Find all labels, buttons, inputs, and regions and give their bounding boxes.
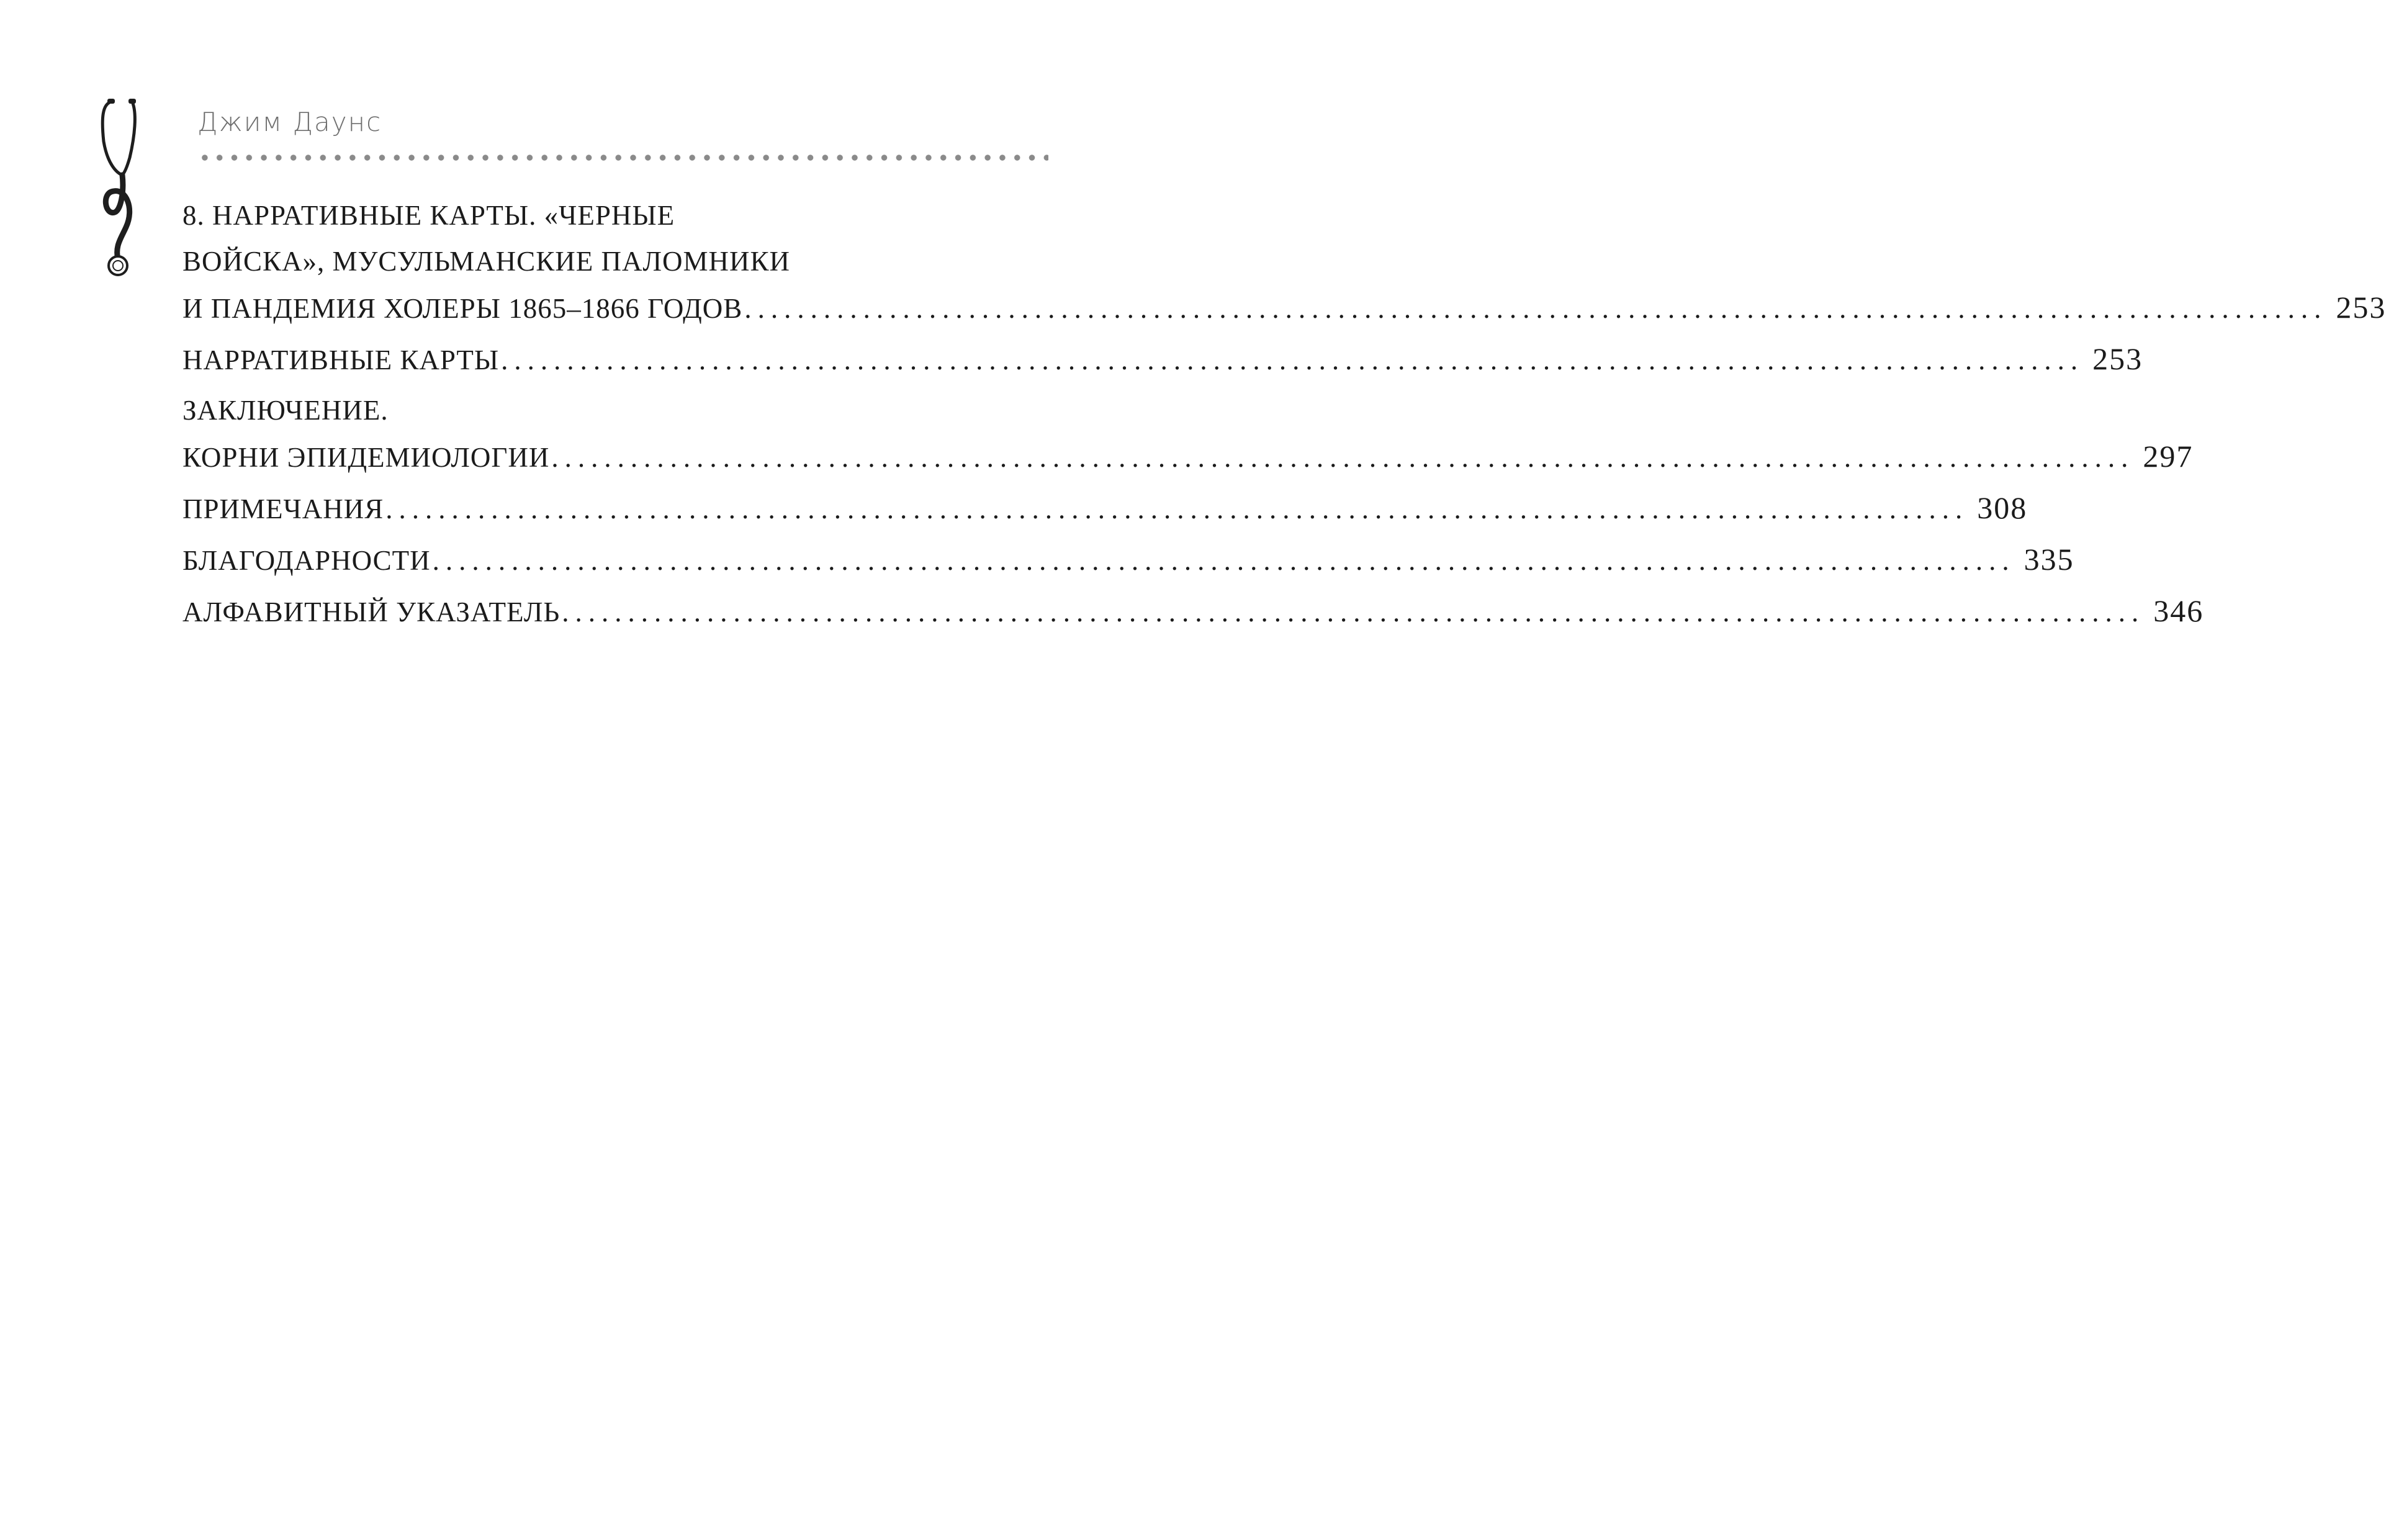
stethoscope-icon <box>96 98 140 278</box>
toc-page-number: 308 <box>1977 490 2028 525</box>
dot-leader: ........................................................................................................................ <box>744 293 2328 324</box>
toc-entry-title-line: НАРРАТИВНЫЕ КАРТЫ <box>182 344 500 376</box>
toc-entry-title-line: АЛФАВИТНЫЙ УКАЗАТЕЛЬ <box>182 597 560 628</box>
toc-entry-index[interactable] <box>182 588 2204 635</box>
toc-entry-title-line: И ПАНДЕМИЯ ХОЛЕРЫ 1865–1866 ГОДОВ <box>182 293 743 324</box>
toc-entry-title-line: ПРИМЕЧАНИЯ <box>182 493 384 525</box>
toc-entry-title-line: ЗАКЛЮЧЕНИЕ. <box>182 395 389 426</box>
toc-page-number: 297 <box>2143 439 2194 474</box>
toc-entry-notes[interactable] <box>182 485 2028 532</box>
toc-entry-title-line: БЛАГОДАРНОСТИ <box>182 545 431 576</box>
toc-entry-title-line: КОРНИ ЭПИДЕМИОЛОГИИ <box>182 442 550 473</box>
toc-page-number: 335 <box>2024 542 2074 577</box>
toc-entry-title-line: 8. НАРРАТИВНЫЕ КАРТЫ. «ЧЕРНЫЕ <box>182 200 675 231</box>
table-of-contents <box>182 192 2386 635</box>
toc-page-number: 346 <box>2153 593 2204 628</box>
dot-leader: ........................................................................................................................ <box>432 545 2015 576</box>
dotted-divider <box>197 154 1048 161</box>
dot-leader: ........................................................................................................................ <box>501 344 2084 376</box>
dot-leader: ........................................................................................................................ <box>551 442 2135 473</box>
toc-page-number: 253 <box>2092 341 2143 376</box>
toc-entry-title-line: ВОЙСКА», МУСУЛЬМАНСКИЕ ПАЛОМНИКИ <box>182 246 790 277</box>
toc-entry-conclusion[interactable] <box>182 387 2194 480</box>
running-header-author: Джим Даунс <box>197 107 382 137</box>
dot-leader: ........................................................................................................................ <box>385 493 1969 525</box>
toc-entry-acknowledgements[interactable] <box>182 536 2074 583</box>
toc-entry-narrative-maps[interactable] <box>182 336 2143 383</box>
toc-entry-chapter-8[interactable] <box>182 192 2386 331</box>
dot-leader: ........................................................................................................................ <box>562 597 2145 628</box>
toc-page-number: 253 <box>2336 290 2386 325</box>
